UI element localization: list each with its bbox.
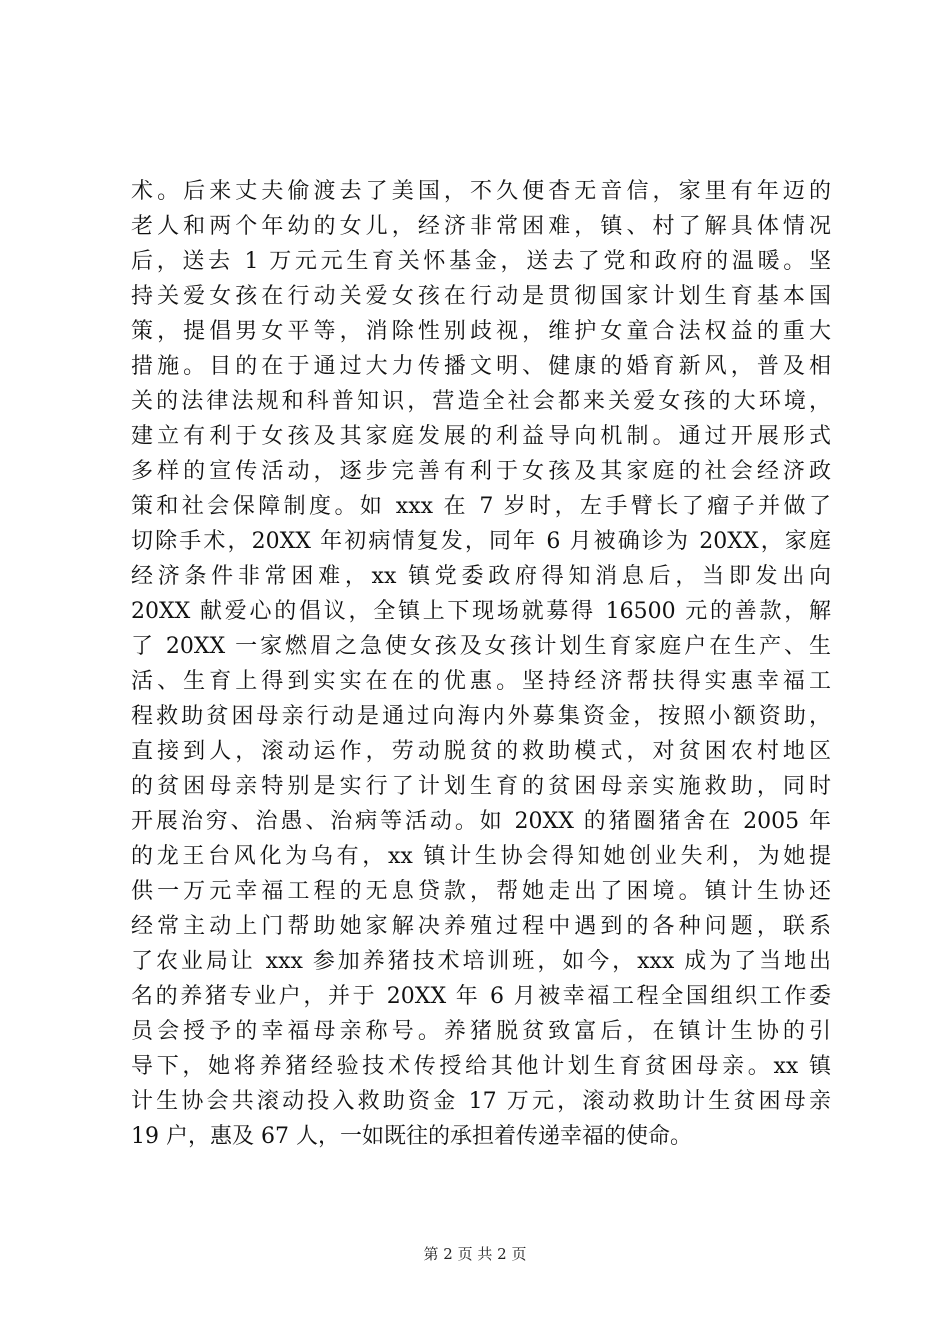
text-line: 直接到人，滚动运作，劳动脱贫的救助模式，对贫困农村地区 <box>131 739 831 764</box>
text-line: 供一万元幸福工程的无息贷款，帮她走出了困境。镇计生协还 <box>131 879 831 904</box>
text-line: 术。后来丈夫偷渡去了美国，不久便杳无音信，家里有年迈的 <box>131 179 831 204</box>
text-line: 名的养猪专业户，并于 20XX 年 6 月被幸福工程全国组织工作委 <box>131 984 831 1009</box>
text-line: 关的法律法规和科普知识，营造全社会都来关爱女孩的大环境， <box>131 389 831 414</box>
text-line: 建立有利于女孩及其家庭发展的利益导向机制。通过开展形式 <box>131 424 831 449</box>
page-footer: 第 2 页 共 2 页 <box>423 1245 527 1263</box>
text-line: 的龙王台风化为乌有，xx 镇计生协会得知她创业失利，为她提 <box>131 844 831 869</box>
text-line: 的贫困母亲特别是实行了计划生育的贫困母亲实施救助，同时 <box>131 774 831 799</box>
text-line: 导下，她将养猪经验技术传授给其他计划生育贫困母亲。xx 镇 <box>131 1054 831 1079</box>
text-line: 经常主动上门帮助她家解决养殖过程中遇到的各种问题，联系 <box>131 914 831 939</box>
text-line: 措施。目的在于通过大力传播文明、健康的婚育新风，普及相 <box>131 354 831 379</box>
text-line: 老人和两个年幼的女儿，经济非常困难，镇、村了解具体情况 <box>131 214 831 239</box>
text-line: 后，送去 1 万元元生育关怀基金，送去了党和政府的温暖。坚 <box>131 249 831 274</box>
text-line: 了 20XX 一家燃眉之急使女孩及女孩计划生育家庭户在生产、生 <box>131 634 831 659</box>
text-line: 开展治穷、治愚、治病等活动。如 20XX 的猪圈猪舍在 2005 年 <box>131 809 831 834</box>
text-line: 经济条件非常困难，xx 镇党委政府得知消息后，当即发出向 <box>131 564 831 589</box>
text-line: 策，提倡男女平等，消除性别歧视，维护女童合法权益的重大 <box>131 319 831 344</box>
text-line: 多样的宣传活动，逐步完善有利于女孩及其家庭的社会经济政 <box>131 459 831 484</box>
text-line: 20XX 献爱心的倡议，全镇上下现场就募得 16500 元的善款，解 <box>131 599 831 624</box>
text-line: 持关爱女孩在行动关爱女孩在行动是贯彻国家计划生育基本国 <box>131 284 831 309</box>
text-line: 19 户，惠及 67 人，一如既往的承担着传递幸福的使命。 <box>131 1124 692 1149</box>
text-line: 程救助贫困母亲行动是通过向海内外募集资金，按照小额资助， <box>131 704 831 729</box>
text-line: 了农业局让 xxx 参加养猪技术培训班，如今，xxx 成为了当地出 <box>131 949 831 974</box>
text-line: 活、生育上得到实实在在的优惠。坚持经济帮扶得实惠幸福工 <box>131 669 831 694</box>
text-line: 策和社会保障制度。如 xxx 在 7 岁时，左手臂长了瘤子并做了 <box>131 494 831 519</box>
text-line: 员会授予的幸福母亲称号。养猪脱贫致富后，在镇计生协的引 <box>131 1019 831 1044</box>
text-line: 切除手术，20XX 年初病情复发，同年 6 月被确诊为 20XX，家庭 <box>131 529 831 554</box>
text-line: 计生协会共滚动投入救助资金 17 万元，滚动救助计生贫困母亲 <box>131 1089 831 1114</box>
body-paragraph <box>131 174 831 1154</box>
